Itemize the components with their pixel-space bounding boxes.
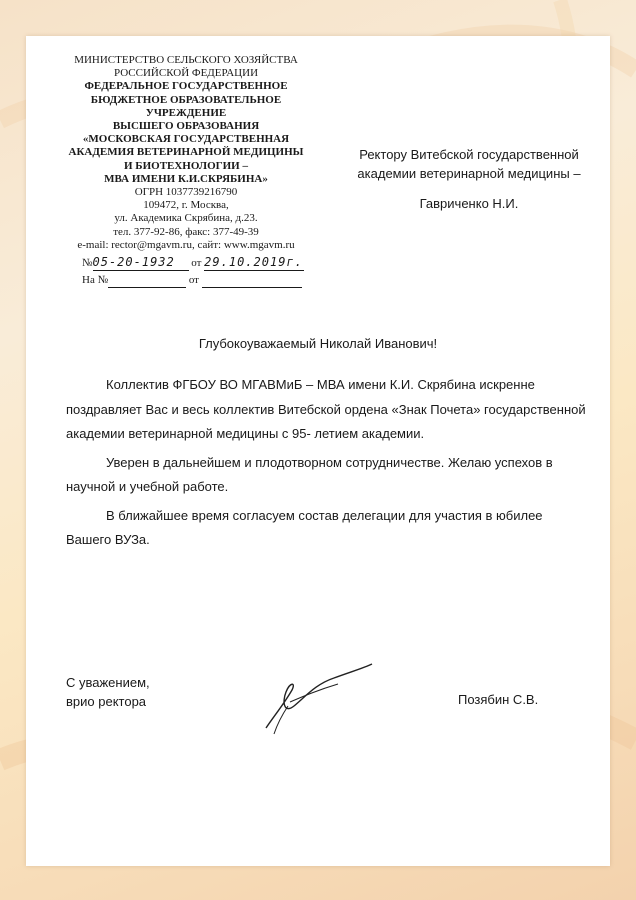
signer-name: Позябин С.В. <box>458 692 539 707</box>
ref-no-label: № <box>82 257 93 270</box>
ref2-no-blank <box>108 271 186 288</box>
letterhead-line: И БИОТЕХНОЛОГИИ – <box>124 159 248 172</box>
letterhead-line: 109472, г. Москва, <box>143 199 229 212</box>
letterhead-line: РОССИЙСКОЙ ФЕДЕРАЦИИ <box>113 67 259 80</box>
addressee-line: Ректору Витебской государственной <box>359 147 579 162</box>
addressee-block <box>344 146 594 214</box>
letterhead-line: ФЕДЕРАЛЬНОЕ ГОСУДАРСТВЕННОЕ <box>84 80 288 93</box>
salutation: Глубокоуважаемый Николай Иванович! <box>198 336 438 351</box>
ref-no-value: 05-20-1932 <box>93 254 189 271</box>
letterhead-line: АКАДЕМИЯ ВЕТЕРИНАРНОЙ МЕДИЦИНЫ <box>68 146 304 159</box>
ref2-no-label: На № <box>82 274 109 287</box>
letterhead-line: МИНИСТЕРСТВО СЕЛЬСКОГО ХОЗЯЙСТВА <box>74 54 298 66</box>
letterhead-line: ОГРН 1037739216790 <box>134 186 238 199</box>
closing-block <box>66 673 150 711</box>
letterhead-line: БЮДЖЕТНОЕ ОБРАЗОВАТЕЛЬНОЕ <box>90 93 282 106</box>
ref2-date-blank <box>202 271 302 288</box>
ref-date-value: 29.10.2019г. <box>204 255 303 270</box>
letterhead-line: «МОСКОВСКАЯ ГОСУДАРСТВЕННАЯ <box>82 133 290 146</box>
body-paragraph: В ближайшее время согласуем состав делегации для участия в юбилее Вашего ВУЗа. <box>66 507 543 547</box>
closing-line: С уважением, <box>66 675 150 690</box>
addressee-name: Гавриченко Н.И. <box>419 196 519 211</box>
addressee-line: академии ветеринарной медицины – <box>357 165 581 181</box>
reference-number-row <box>66 254 306 271</box>
ref2-from-label: от <box>188 274 199 287</box>
reply-reference-row <box>66 271 306 288</box>
ref-from-label: от <box>191 257 202 270</box>
letterhead-line: тел. 377-92-86, факс: 377-49-39 <box>113 225 259 238</box>
letterhead <box>66 54 306 288</box>
letter-body <box>66 373 586 557</box>
closing-title: врио ректора <box>66 694 147 709</box>
letterhead-line: МВА ИМЕНИ К.И.СКРЯБИНА» <box>104 172 268 185</box>
letter-sheet <box>26 36 610 866</box>
body-paragraph: Коллектив ФГБОУ ВО МГАВМиБ – МВА имени К.И. Скрябина искренне поздравляет Вас и весь коллектив Витебской ордена «Знак Почета» государственной академии ветеринарной медицины с 95- летием академии. <box>66 377 586 441</box>
letterhead-line: e-mail: rector@mgavm.ru, сайт: www.mgavm.ru <box>77 238 295 251</box>
letterhead-line: ВЫСШЕГО ОБРАЗОВАНИЯ <box>112 120 260 133</box>
letterhead-line: УЧРЕЖДЕНИЕ <box>145 106 227 119</box>
letterhead-line: ул. Академика Скрябина, д.23. <box>114 212 258 225</box>
body-paragraph: Уверен в дальнейшем и плодотворном сотрудничестве. Желаю успехов в научной и учебной работе. <box>66 454 553 494</box>
signature-image <box>254 656 374 736</box>
